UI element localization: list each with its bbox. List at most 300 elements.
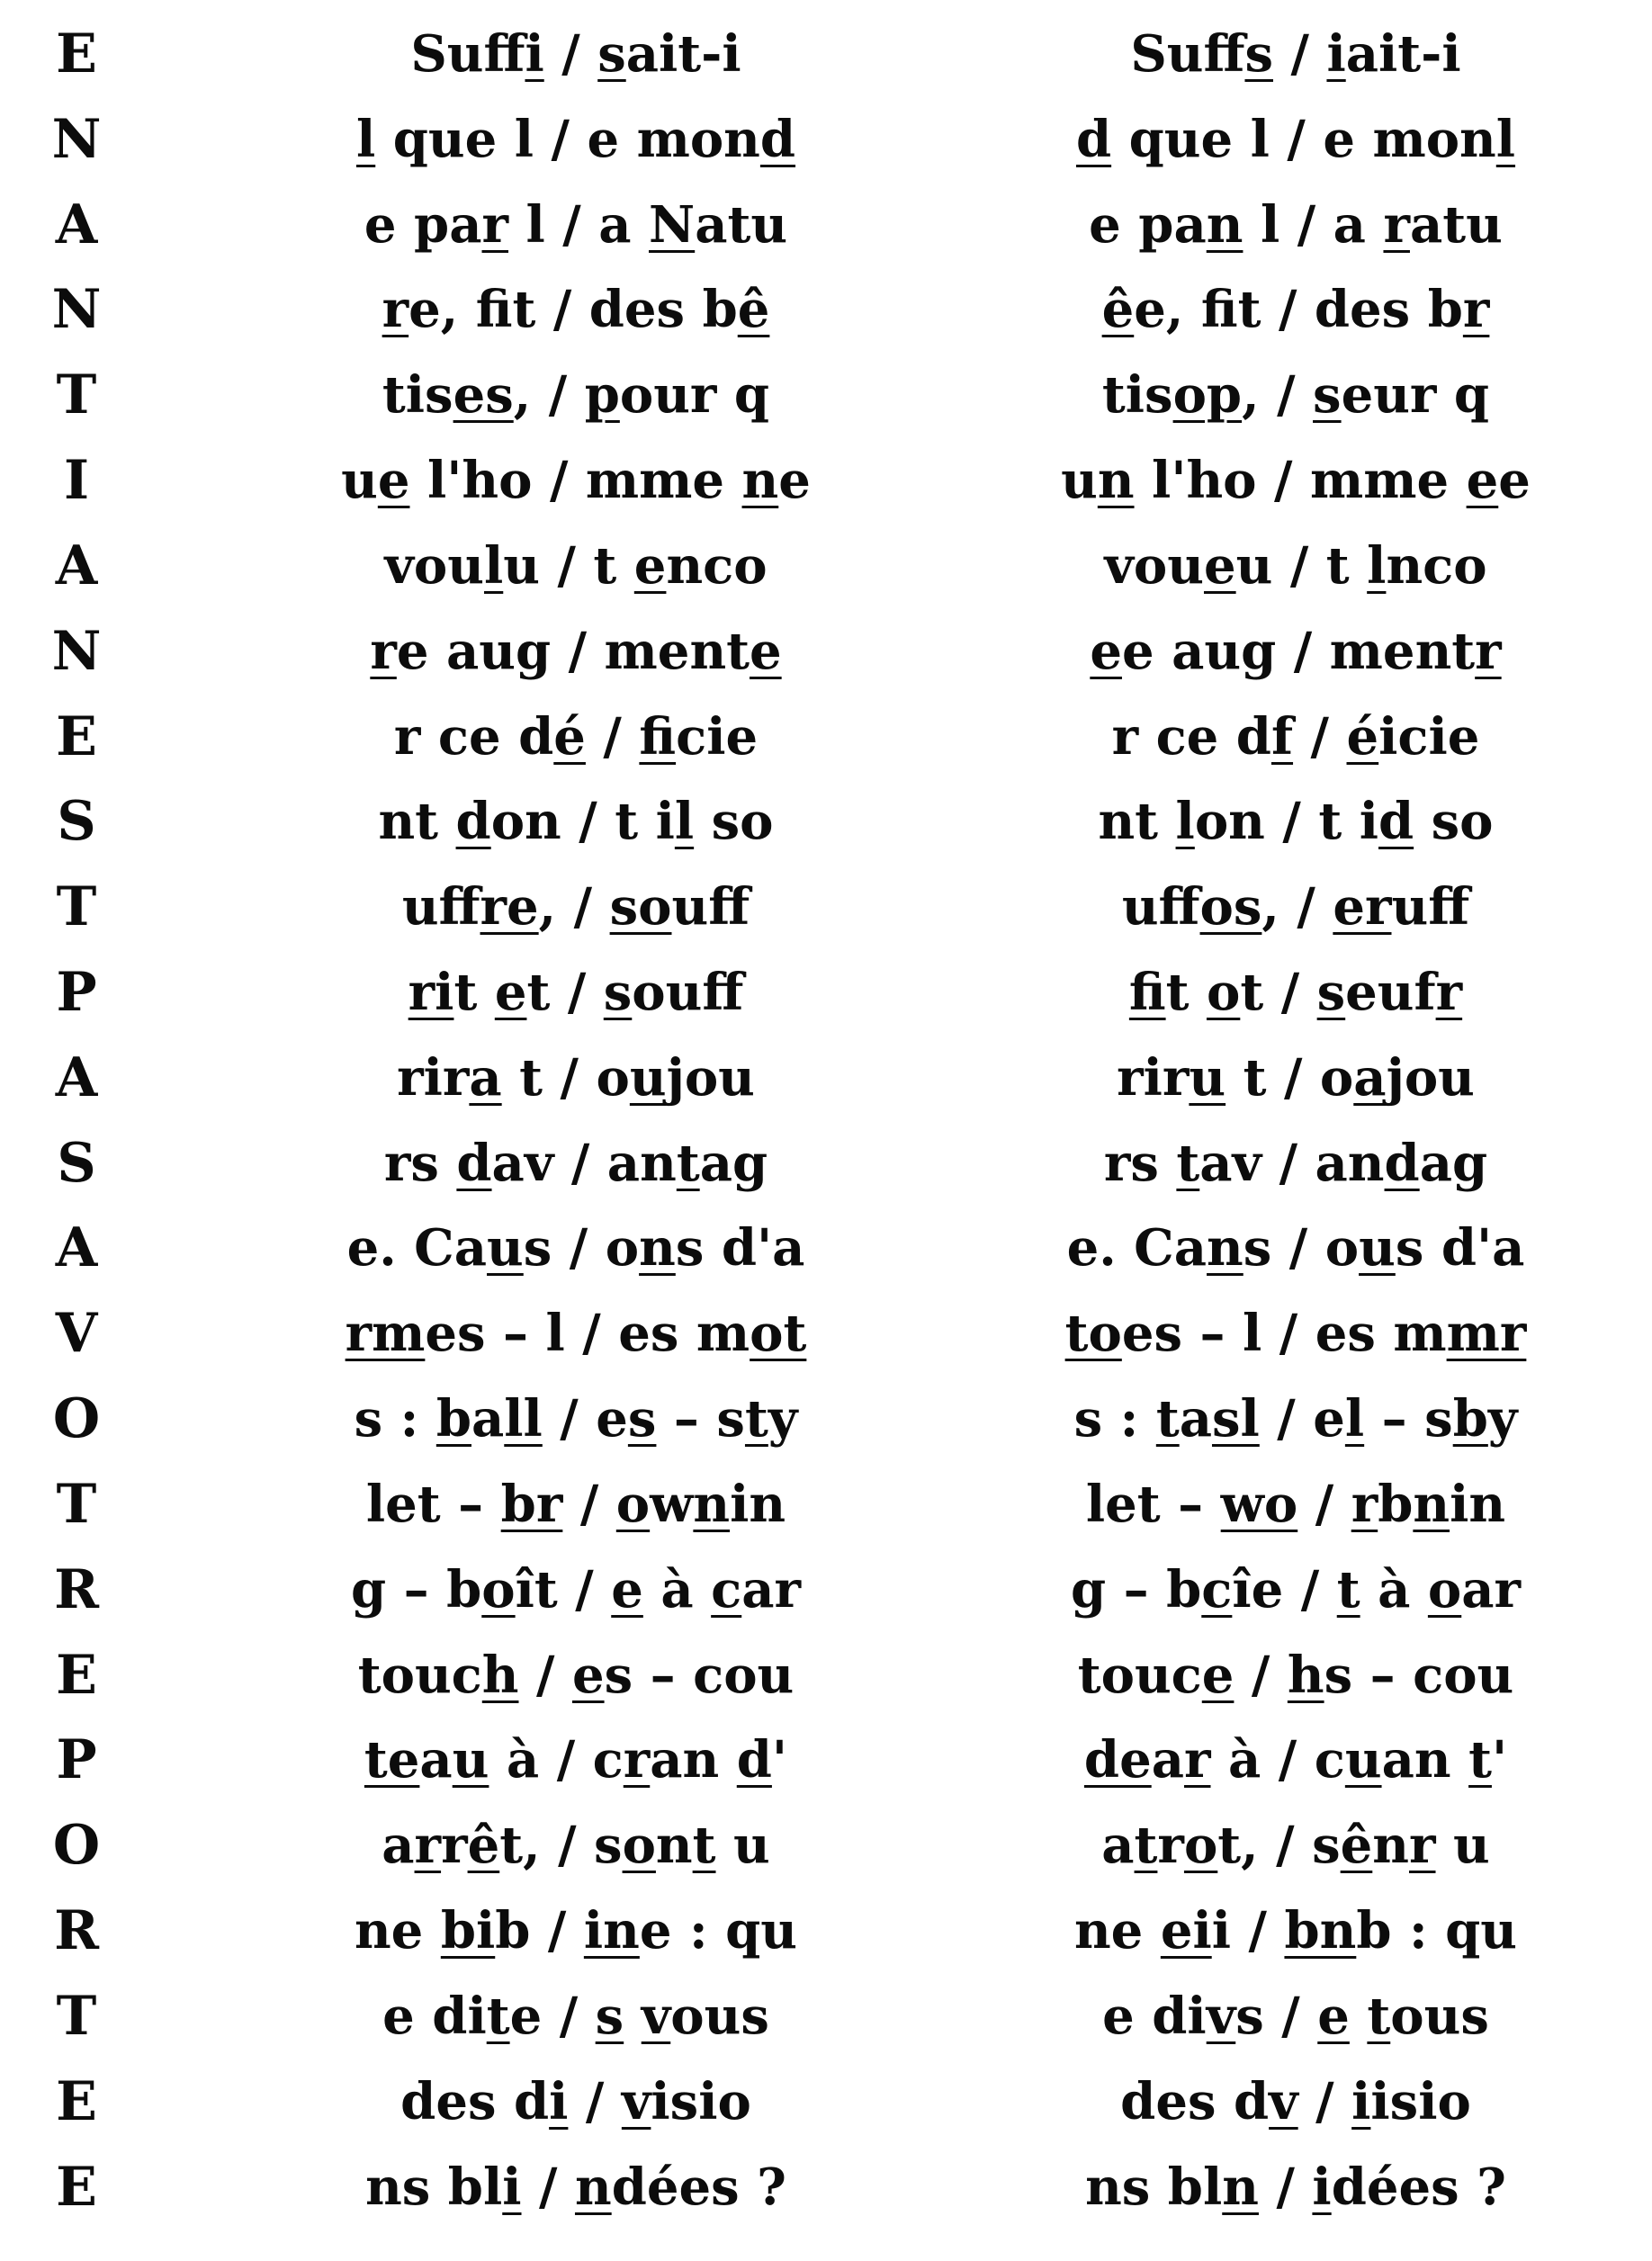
text-fragment: an <box>1381 1730 1469 1790</box>
acrostic-letter: E <box>56 2155 97 2219</box>
text-fragment: touc <box>1077 1645 1202 1705</box>
text-fragment: a <box>419 1730 453 1790</box>
text-fragment: / <box>518 1645 572 1705</box>
text-fragment: e di <box>1102 1986 1207 2046</box>
underlined-letter: t <box>1176 1133 1200 1193</box>
text-fragment: s / o <box>1243 1218 1360 1279</box>
text-fragment: nt <box>378 792 456 852</box>
permuted-segment <box>954 1634 1638 1717</box>
text-fragment: touc <box>357 1645 482 1705</box>
underlined-letter: ê <box>1340 1816 1373 1876</box>
acrostic-letter: E <box>56 22 97 85</box>
text-fragment: s – cou <box>604 1645 795 1705</box>
original-segment <box>234 439 918 522</box>
acrostic-letter: I <box>63 449 90 513</box>
text-fragment: ît / <box>515 1559 612 1619</box>
text-fragment: l'ho / mme <box>409 451 742 511</box>
text-fragment: e : qu <box>639 1901 798 1961</box>
original-segment <box>234 610 918 693</box>
underlined-letter: n <box>574 2157 612 2217</box>
underlined-letter: e <box>1466 451 1499 511</box>
text-fragment: rs <box>1103 1133 1177 1193</box>
text-fragment: s / <box>1235 1986 1318 2046</box>
text-fragment: t / <box>526 963 604 1023</box>
text-fragment: y <box>768 1389 798 1449</box>
acrostic-letter: R <box>54 1899 99 1963</box>
text-row <box>0 780 1652 863</box>
underlined-letter: a <box>469 1047 502 1108</box>
acrostic-letter: T <box>56 1472 97 1536</box>
text-fragment: dées ? <box>1331 2157 1506 2217</box>
original-segment <box>234 1207 918 1289</box>
text-row <box>0 1377 1652 1460</box>
text-fragment: y <box>1487 1389 1518 1449</box>
original-segment <box>234 2060 918 2143</box>
text-fragment: let – <box>1085 1474 1221 1534</box>
text-fragment: s : <box>354 1389 436 1449</box>
original-segment <box>234 1036 918 1119</box>
underlined-letter: i <box>525 24 544 84</box>
text-fragment: a <box>471 1389 505 1449</box>
original-segment <box>234 525 918 607</box>
text-fragment: des d <box>1120 2071 1270 2131</box>
acrostic-letter: E <box>56 704 97 768</box>
permuted-segment <box>954 951 1638 1034</box>
text-fragment: que l / e mon <box>375 109 760 169</box>
text-fragment: t / o <box>501 1047 630 1108</box>
permuted-segment <box>954 439 1638 522</box>
text-fragment: e pa <box>364 194 482 255</box>
text-row <box>0 2146 1652 2229</box>
underlined-letter: i <box>502 2157 522 2217</box>
text-row <box>0 525 1652 607</box>
underlined-letter: r <box>623 1730 651 1790</box>
text-fragment: îe / <box>1232 1559 1337 1619</box>
underlined-letter: l <box>1175 792 1195 852</box>
text-fragment: s : <box>1073 1389 1156 1449</box>
text-fragment: e, fit / des b <box>1134 280 1463 340</box>
underlined-letter: d <box>456 1133 492 1193</box>
original-segment <box>234 951 918 1034</box>
original-segment <box>234 695 918 778</box>
acrostic-letter: N <box>51 619 102 683</box>
text-fragment: rs <box>383 1133 457 1193</box>
text-fragment: u / t <box>503 535 634 596</box>
original-segment <box>234 1718 918 1801</box>
text-fragment: uff <box>1121 877 1200 938</box>
text-fragment: ouf <box>632 963 744 1023</box>
underlined-letter: é <box>553 706 586 767</box>
text-fragment: s d'a <box>675 1218 805 1279</box>
underlined-letter: i <box>1326 24 1346 84</box>
text-fragment: / e <box>542 1389 628 1449</box>
underlined-letter: r <box>1462 280 1490 340</box>
text-fragment: r ce d <box>393 706 554 767</box>
text-fragment: s / o <box>523 1218 640 1279</box>
text-fragment: t <box>453 963 495 1023</box>
original-segment <box>234 1463 918 1546</box>
text-fragment: uff <box>1391 877 1470 938</box>
underlined-letter: n <box>1207 1218 1243 1279</box>
text-fragment: an <box>650 1730 737 1790</box>
underlined-letter: e <box>1201 1645 1235 1705</box>
underlined-letter: t <box>1367 1986 1391 2046</box>
underlined-letter: e <box>1203 535 1236 596</box>
text-row <box>0 1292 1652 1375</box>
text-fragment: / <box>521 2157 575 2217</box>
text-fragment: e, fit / des b <box>409 280 738 340</box>
underlined-letter: sl <box>1211 1389 1260 1449</box>
acrostic-letter: P <box>56 1728 97 1792</box>
text-fragment: n <box>655 1816 693 1876</box>
text-fragment: so <box>1414 792 1494 852</box>
text-fragment: ne <box>354 1901 441 1961</box>
underlined-letter: r <box>1435 963 1463 1023</box>
text-fragment: ag <box>1419 1133 1488 1193</box>
underlined-letter: ê <box>1101 280 1135 340</box>
text-fragment: l / a <box>508 194 650 255</box>
underlined-letter: t <box>744 1389 768 1449</box>
text-row <box>0 184 1652 266</box>
underlined-letter: s <box>603 963 633 1023</box>
permuted-segment <box>954 1377 1638 1460</box>
underlined-letter: l <box>355 109 376 169</box>
text-fragment: e di <box>382 1986 487 2046</box>
underlined-letter: so <box>609 877 672 938</box>
text-row <box>0 1548 1652 1631</box>
underlined-letter: ê <box>467 1816 500 1876</box>
text-fragment: ait-i <box>625 24 741 84</box>
text-fragment: on / t i <box>490 792 675 852</box>
text-fragment: our q <box>619 365 770 426</box>
text-fragment: jou <box>666 1047 755 1108</box>
text-fragment: jou <box>1386 1047 1475 1108</box>
underlined-letter: in <box>583 1901 640 1961</box>
permuted-segment <box>954 610 1638 693</box>
text-fragment: s d'a <box>1395 1218 1525 1279</box>
text-fragment: icie <box>676 706 759 767</box>
underlined-letter: n <box>639 1218 676 1279</box>
underlined-letter: n <box>693 1474 731 1534</box>
text-row <box>0 98 1652 181</box>
underlined-letter: e <box>633 535 667 596</box>
permuted-segment <box>954 1548 1638 1631</box>
text-fragment: u <box>341 451 378 511</box>
text-fragment: a <box>382 1816 415 1876</box>
underlined-letter: os <box>1199 877 1262 938</box>
underlined-letter: r <box>370 621 397 681</box>
underlined-letter: v <box>1269 2071 1298 2131</box>
underlined-letter: s <box>627 1389 657 1449</box>
text-fragment: e. Ca <box>346 1218 488 1279</box>
text-fragment: des d <box>400 2071 550 2131</box>
text-fragment: e <box>778 451 811 511</box>
text-fragment: à <box>1360 1559 1428 1619</box>
underlined-letter: f <box>639 706 677 767</box>
acrostic-letter: O <box>52 1387 101 1451</box>
text-fragment: à / c <box>489 1730 624 1790</box>
text-fragment: w <box>650 1474 694 1534</box>
permuted-segment <box>954 525 1638 607</box>
underlined-letter: e <box>1090 621 1122 681</box>
underlined-letter: c <box>1201 1559 1233 1619</box>
underlined-letter: ri <box>408 963 454 1023</box>
underlined-letter: te <box>364 1730 420 1790</box>
text-fragment: / <box>1297 2071 1352 2131</box>
underlined-letter: u <box>629 1047 667 1108</box>
permuted-segment <box>954 695 1638 778</box>
text-fragment <box>1350 1987 1368 2046</box>
text-fragment: isio <box>1370 2071 1471 2131</box>
text-fragment: es – l / es m <box>1121 1304 1447 1364</box>
underlined-letter: l <box>1367 535 1387 596</box>
underlined-letter: ll <box>504 1389 543 1449</box>
text-fragment: t / o <box>1226 1047 1354 1108</box>
underlined-letter: ot <box>750 1304 807 1364</box>
underlined-letter: e <box>571 1645 605 1705</box>
underlined-letter: l <box>483 535 504 596</box>
text-fragment: / e <box>1259 1389 1345 1449</box>
text-fragment: / <box>543 24 598 84</box>
acrostic-letter: S <box>57 790 96 854</box>
acrostic-letter: N <box>51 278 102 342</box>
text-row <box>0 695 1652 778</box>
original-segment <box>234 1548 918 1631</box>
text-fragment: – s <box>1364 1389 1453 1449</box>
text-fragment: / <box>1234 1645 1288 1705</box>
text-fragment: / <box>1258 2157 1313 2217</box>
original-segment <box>234 268 918 351</box>
text-row <box>0 866 1652 948</box>
underlined-letter: s <box>597 24 626 84</box>
original-segment <box>234 780 918 863</box>
text-row <box>0 354 1652 436</box>
text-fragment: l'ho / mme <box>1134 451 1467 511</box>
text-fragment: tis <box>382 365 453 426</box>
underlined-letter: i <box>1312 2157 1332 2217</box>
text-fragment: n <box>1372 1816 1409 1876</box>
text-row <box>0 951 1652 1034</box>
acrostic-letter: T <box>56 1984 97 2048</box>
text-fragment: e / <box>509 1986 596 2046</box>
underlined-letter: h <box>1287 1645 1324 1705</box>
underlined-letter: fi <box>1128 963 1166 1023</box>
underlined-letter: p <box>584 365 620 426</box>
underlined-letter: v <box>641 1986 671 2046</box>
text-fragment: ns bl <box>365 2157 503 2217</box>
underlined-letter: e <box>1317 1986 1350 2046</box>
acrostic-letter: T <box>56 875 97 939</box>
underlined-letter: t <box>692 1816 716 1876</box>
underlined-letter: r <box>382 280 409 340</box>
underlined-letter: u <box>452 1730 489 1790</box>
permuted-segment <box>954 866 1638 948</box>
text-fragment: atu <box>695 194 788 255</box>
text-row <box>0 2060 1652 2143</box>
permuted-segment <box>954 2146 1638 2229</box>
text-fragment: vou <box>1104 535 1204 596</box>
text-fragment: av / an <box>1199 1133 1385 1193</box>
underlined-letter: a <box>1353 1047 1387 1108</box>
text-fragment: b / <box>495 1901 584 1961</box>
underlined-letter: e <box>750 621 782 681</box>
underlined-letter: e <box>494 963 527 1023</box>
underlined-letter: r <box>1475 621 1502 681</box>
text-fragment: r <box>1157 1816 1184 1876</box>
permuted-segment <box>954 13 1638 95</box>
underlined-letter: er <box>1333 877 1392 938</box>
underlined-letter: n <box>1097 451 1135 511</box>
text-row <box>0 268 1652 351</box>
text-fragment: rir <box>397 1047 470 1108</box>
underlined-letter: d <box>1075 109 1112 169</box>
text-fragment: e aug / ment <box>396 621 750 681</box>
text-fragment: icie <box>1378 706 1480 767</box>
underlined-letter: t <box>486 1986 510 2046</box>
text-fragment: Suff <box>410 24 525 84</box>
text-fragment: , / <box>1242 365 1314 426</box>
text-fragment: , / <box>538 877 610 938</box>
text-fragment: on / t i <box>1194 792 1378 852</box>
acrostic-letter: A <box>55 193 98 256</box>
original-segment <box>234 1292 918 1375</box>
text-fragment: ag <box>699 1133 768 1193</box>
underlined-letter: v <box>1206 1986 1236 2046</box>
underlined-letter: wo <box>1220 1474 1298 1534</box>
underlined-letter: t <box>676 1133 700 1193</box>
permuted-segment <box>954 2060 1638 2143</box>
underlined-letter: u <box>1359 1218 1396 1279</box>
text-fragment: uff <box>401 877 480 938</box>
underlined-letter: t <box>1155 1389 1180 1449</box>
underlined-letter: i <box>1351 2071 1371 2131</box>
underlined-letter: u <box>1189 1047 1226 1108</box>
acrostic-letter: S <box>57 1131 96 1195</box>
text-fragment: Suff <box>1130 24 1245 84</box>
text-fragment: es – l / es m <box>425 1304 750 1364</box>
underlined-letter: e <box>377 451 410 511</box>
underlined-letter: rm <box>345 1304 426 1364</box>
text-fragment: u <box>1061 451 1098 511</box>
underlined-letter: u <box>1344 1730 1382 1790</box>
underlined-letter: op <box>1172 365 1243 426</box>
text-fragment: uff <box>671 877 750 938</box>
underlined-letter: re <box>480 877 539 938</box>
text-fragment: b <box>1378 1474 1414 1534</box>
permuted-segment <box>954 1718 1638 1801</box>
underlined-letter: n <box>741 451 779 511</box>
text-fragment: ous <box>670 1986 769 2046</box>
underlined-letter: b <box>1452 1389 1488 1449</box>
underlined-letter: o <box>615 1474 651 1534</box>
permuted-segment <box>954 1804 1638 1887</box>
text-fragment: ns bl <box>1085 2157 1223 2217</box>
text-fragment: ait-i <box>1345 24 1461 84</box>
permuted-segment <box>954 98 1638 181</box>
original-segment <box>234 13 918 95</box>
original-segment <box>234 1377 918 1460</box>
text-fragment: ar <box>741 1559 802 1619</box>
original-segment <box>234 1122 918 1205</box>
acrostic-letter: O <box>52 1814 101 1878</box>
text-row <box>0 1804 1652 1887</box>
underlined-letter: d <box>1378 792 1414 852</box>
text-fragment: atu <box>1409 194 1503 255</box>
acrostic-letter: V <box>55 1302 98 1366</box>
text-fragment: t, / s <box>1217 1816 1341 1876</box>
text-fragment: vou <box>384 535 484 596</box>
underlined-letter: r <box>1184 1730 1211 1790</box>
text-fragment: euf <box>1345 963 1436 1023</box>
underlined-letter: d <box>1384 1133 1420 1193</box>
underlined-letter: to <box>1064 1304 1122 1364</box>
underlined-letter: l <box>674 792 695 852</box>
text-fragment: r ce d <box>1111 706 1271 767</box>
text-fragment: que l / e mon <box>1111 109 1496 169</box>
underlined-letter: t <box>1468 1730 1492 1790</box>
acrostic-letter: A <box>55 534 98 597</box>
text-fragment: a <box>1179 1389 1212 1449</box>
permuted-segment <box>954 1122 1638 1205</box>
underlined-letter: r <box>1383 194 1410 255</box>
text-fragment: ar <box>1461 1559 1522 1619</box>
text-fragment: in <box>1450 1474 1506 1534</box>
text-row <box>0 1718 1652 1801</box>
underlined-letter: d <box>455 792 491 852</box>
text-fragment: / <box>1293 706 1347 767</box>
original-segment <box>234 98 918 181</box>
underlined-letter: t <box>1336 1559 1360 1619</box>
text-fragment: dées ? <box>611 2157 786 2217</box>
underlined-letter: h <box>481 1645 519 1705</box>
text-fragment: b : qu <box>1356 1901 1518 1961</box>
original-segment <box>234 2146 918 2229</box>
underlined-letter: r <box>414 1816 442 1876</box>
underlined-letter: de <box>1083 1730 1152 1790</box>
text-fragment: à / c <box>1210 1730 1345 1790</box>
text-fragment: so <box>694 792 774 852</box>
underlined-letter: r <box>1409 1816 1436 1876</box>
underlined-letter: i <box>549 2071 569 2131</box>
text-fragment: ' <box>771 1730 788 1790</box>
text-fragment: ' <box>1491 1730 1508 1790</box>
text-fragment: e. Ca <box>1066 1218 1208 1279</box>
acrostic-letter: A <box>55 1216 98 1280</box>
text-fragment: e pa <box>1089 194 1207 255</box>
permuted-segment <box>954 1889 1638 1972</box>
text-fragment: , / <box>513 365 585 426</box>
underlined-letter: es <box>453 365 514 426</box>
underlined-letter: br <box>500 1474 563 1534</box>
permuted-segment <box>954 1292 1638 1375</box>
original-segment <box>234 1889 918 1972</box>
text-row <box>0 1634 1652 1717</box>
acrostic-letter: N <box>51 107 102 171</box>
text-fragment: eur q <box>1341 365 1490 426</box>
text-fragment: a <box>1101 1816 1135 1876</box>
text-row <box>0 439 1652 522</box>
underlined-letter: c <box>711 1559 742 1619</box>
text-row <box>0 1207 1652 1289</box>
text-fragment: / <box>1297 1474 1351 1534</box>
text-fragment: – s <box>656 1389 745 1449</box>
text-row <box>0 1036 1652 1119</box>
original-segment <box>234 1634 918 1717</box>
text-row <box>0 610 1652 693</box>
text-fragment: rir <box>1117 1047 1190 1108</box>
underlined-letter: f <box>1270 706 1294 767</box>
underlined-letter: ei <box>1160 1901 1212 1961</box>
